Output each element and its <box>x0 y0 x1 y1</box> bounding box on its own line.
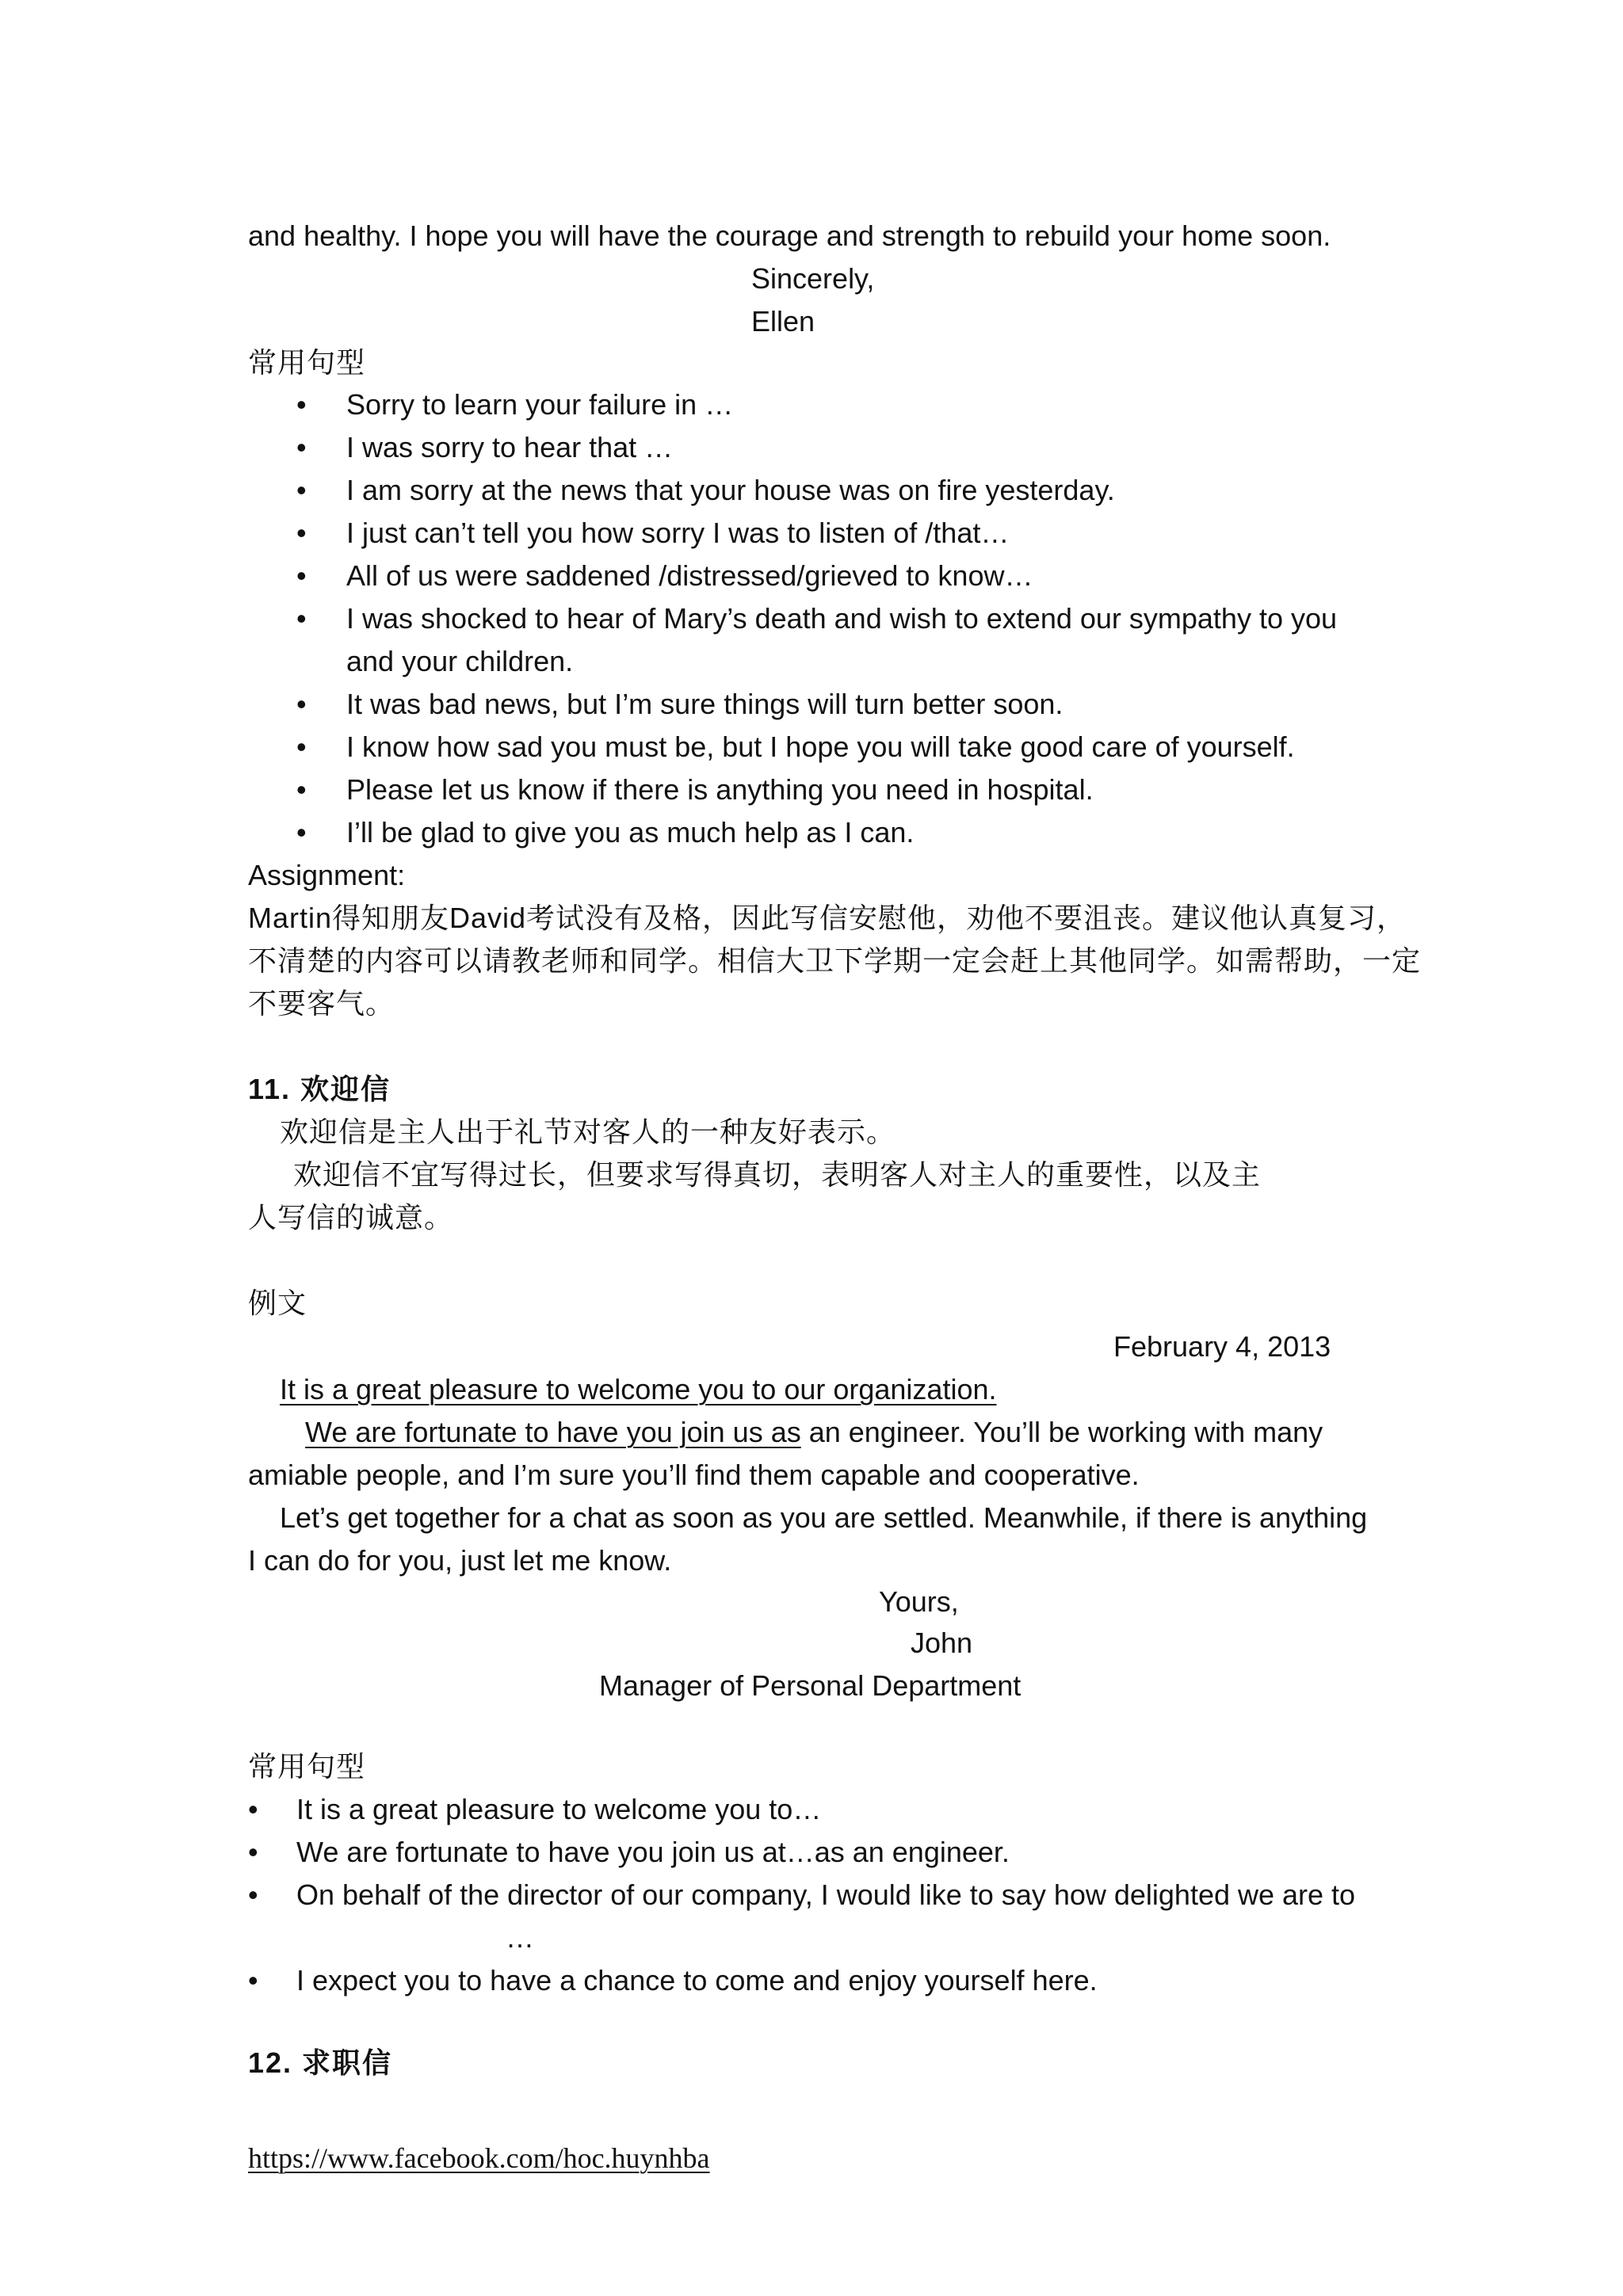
list-item: I was sorry to hear that … <box>346 431 674 463</box>
letter-sign-off: Sincerely, <box>751 262 875 295</box>
list-item: I am sorry at the news that your house was on fire yesterday. <box>346 474 1115 506</box>
letter-sign-off: Yours, <box>879 1585 959 1618</box>
letter-date: February 4, 2013 <box>1113 1330 1331 1363</box>
bullet: • <box>248 1836 258 1868</box>
bullet: • <box>296 517 307 549</box>
list-item: All of us were saddened /distressed/grieved to know… <box>346 559 1033 592</box>
list-item: I expect you to have a chance to come and enjoy yourself here. <box>296 1964 1098 1997</box>
intro-line: 欢迎信不宜写得过长，但要求写得真切，表明客人对主人的重要性，以及主 <box>293 1158 1262 1191</box>
footer-link[interactable]: https://www.facebook.com/hoc.huynhba <box>248 2142 710 2174</box>
letter-paragraph-2-line-2: amiable people, and I’m sure you’ll find them capable and cooperative. <box>248 1459 1140 1491</box>
assignment-line: 不要客气。 <box>248 987 395 1020</box>
bullet: • <box>248 1964 258 1997</box>
bullet: • <box>296 688 307 720</box>
section-heading: 11. 欢迎信 <box>248 1073 391 1105</box>
list-item: I was shocked to hear of Mary’s death and wish to extend our sympathy to you <box>346 602 1338 635</box>
letter-signature: John <box>911 1627 973 1659</box>
assignment-label: Assignment: <box>248 859 406 891</box>
phrases-title: 常用句型 <box>248 1750 366 1783</box>
bullet: • <box>248 1793 258 1825</box>
bullet: • <box>296 474 307 506</box>
letter-paragraph-1: It is a great pleasure to welcome you to our organization. <box>280 1373 997 1405</box>
bullet: • <box>296 602 307 635</box>
signatory-title: Manager of Personal Department <box>599 1669 1022 1702</box>
letter-signature: Ellen <box>751 305 815 338</box>
example-label: 例文 <box>248 1287 307 1319</box>
letter-paragraph-2 <box>305 1411 1323 1454</box>
list-item: It was bad news, but I’m sure things will turn better soon. <box>346 688 1064 720</box>
intro-line: 欢迎信是主人出于礼节对客人的一种友好表示。 <box>280 1116 896 1148</box>
bullet: • <box>296 431 307 463</box>
bullet: • <box>296 773 307 806</box>
bullet: • <box>296 388 307 421</box>
list-item-continuation: and your children. <box>346 645 574 677</box>
letter-paragraph-3-line-2: I can do for you, just let me know. <box>248 1544 672 1577</box>
phrases-title: 常用句型 <box>248 346 366 379</box>
list-item: I know how sad you must be, but I hope you will take good care of yourself. <box>346 730 1295 763</box>
list-item: We are fortunate to have you join us at…as an engineer. <box>296 1836 1010 1868</box>
intro-line: 人写信的诚意。 <box>248 1201 454 1234</box>
letter-closing-line: and healthy. I hope you will have the courage and strength to rebuild your home soon. <box>248 219 1331 252</box>
letter-paragraph-3: Let’s get together for a chat as soon as you are settled. Meanwhile, if there is anything <box>280 1501 1368 1534</box>
section-heading: 12. 求职信 <box>248 2046 393 2079</box>
bullet: • <box>296 559 307 592</box>
bullet: • <box>248 1878 258 1911</box>
list-item: It is a great pleasure to welcome you to… <box>296 1793 822 1825</box>
bullet: • <box>296 816 307 849</box>
paragraph-text: an engineer. You’ll be working with many <box>800 1416 1323 1448</box>
underlined-phrase: We are fortunate to have you join us as <box>305 1416 801 1448</box>
assignment-line: 不清楚的内容可以请教老师和同学。相信大卫下学期一定会赶上其他同学。如需帮助，一定 <box>248 944 1422 977</box>
list-item-continuation: … <box>506 1921 534 1954</box>
list-item: I’ll be glad to give you as much help as I can. <box>346 816 915 849</box>
list-item: Sorry to learn your failure in … <box>346 388 734 421</box>
list-item: I just can’t tell you how sorry I was to listen of /that… <box>346 517 1010 549</box>
list-item: Please let us know if there is anything you need in hospital. <box>346 773 1094 806</box>
list-item: On behalf of the director of our company, I would like to say how delighted we are to <box>296 1878 1356 1911</box>
assignment-line: Martin得知朋友David考试没有及格，因此写信安慰他，劝他不要沮丧。建议他认真复习， <box>248 902 1407 934</box>
bullet: • <box>296 730 307 763</box>
